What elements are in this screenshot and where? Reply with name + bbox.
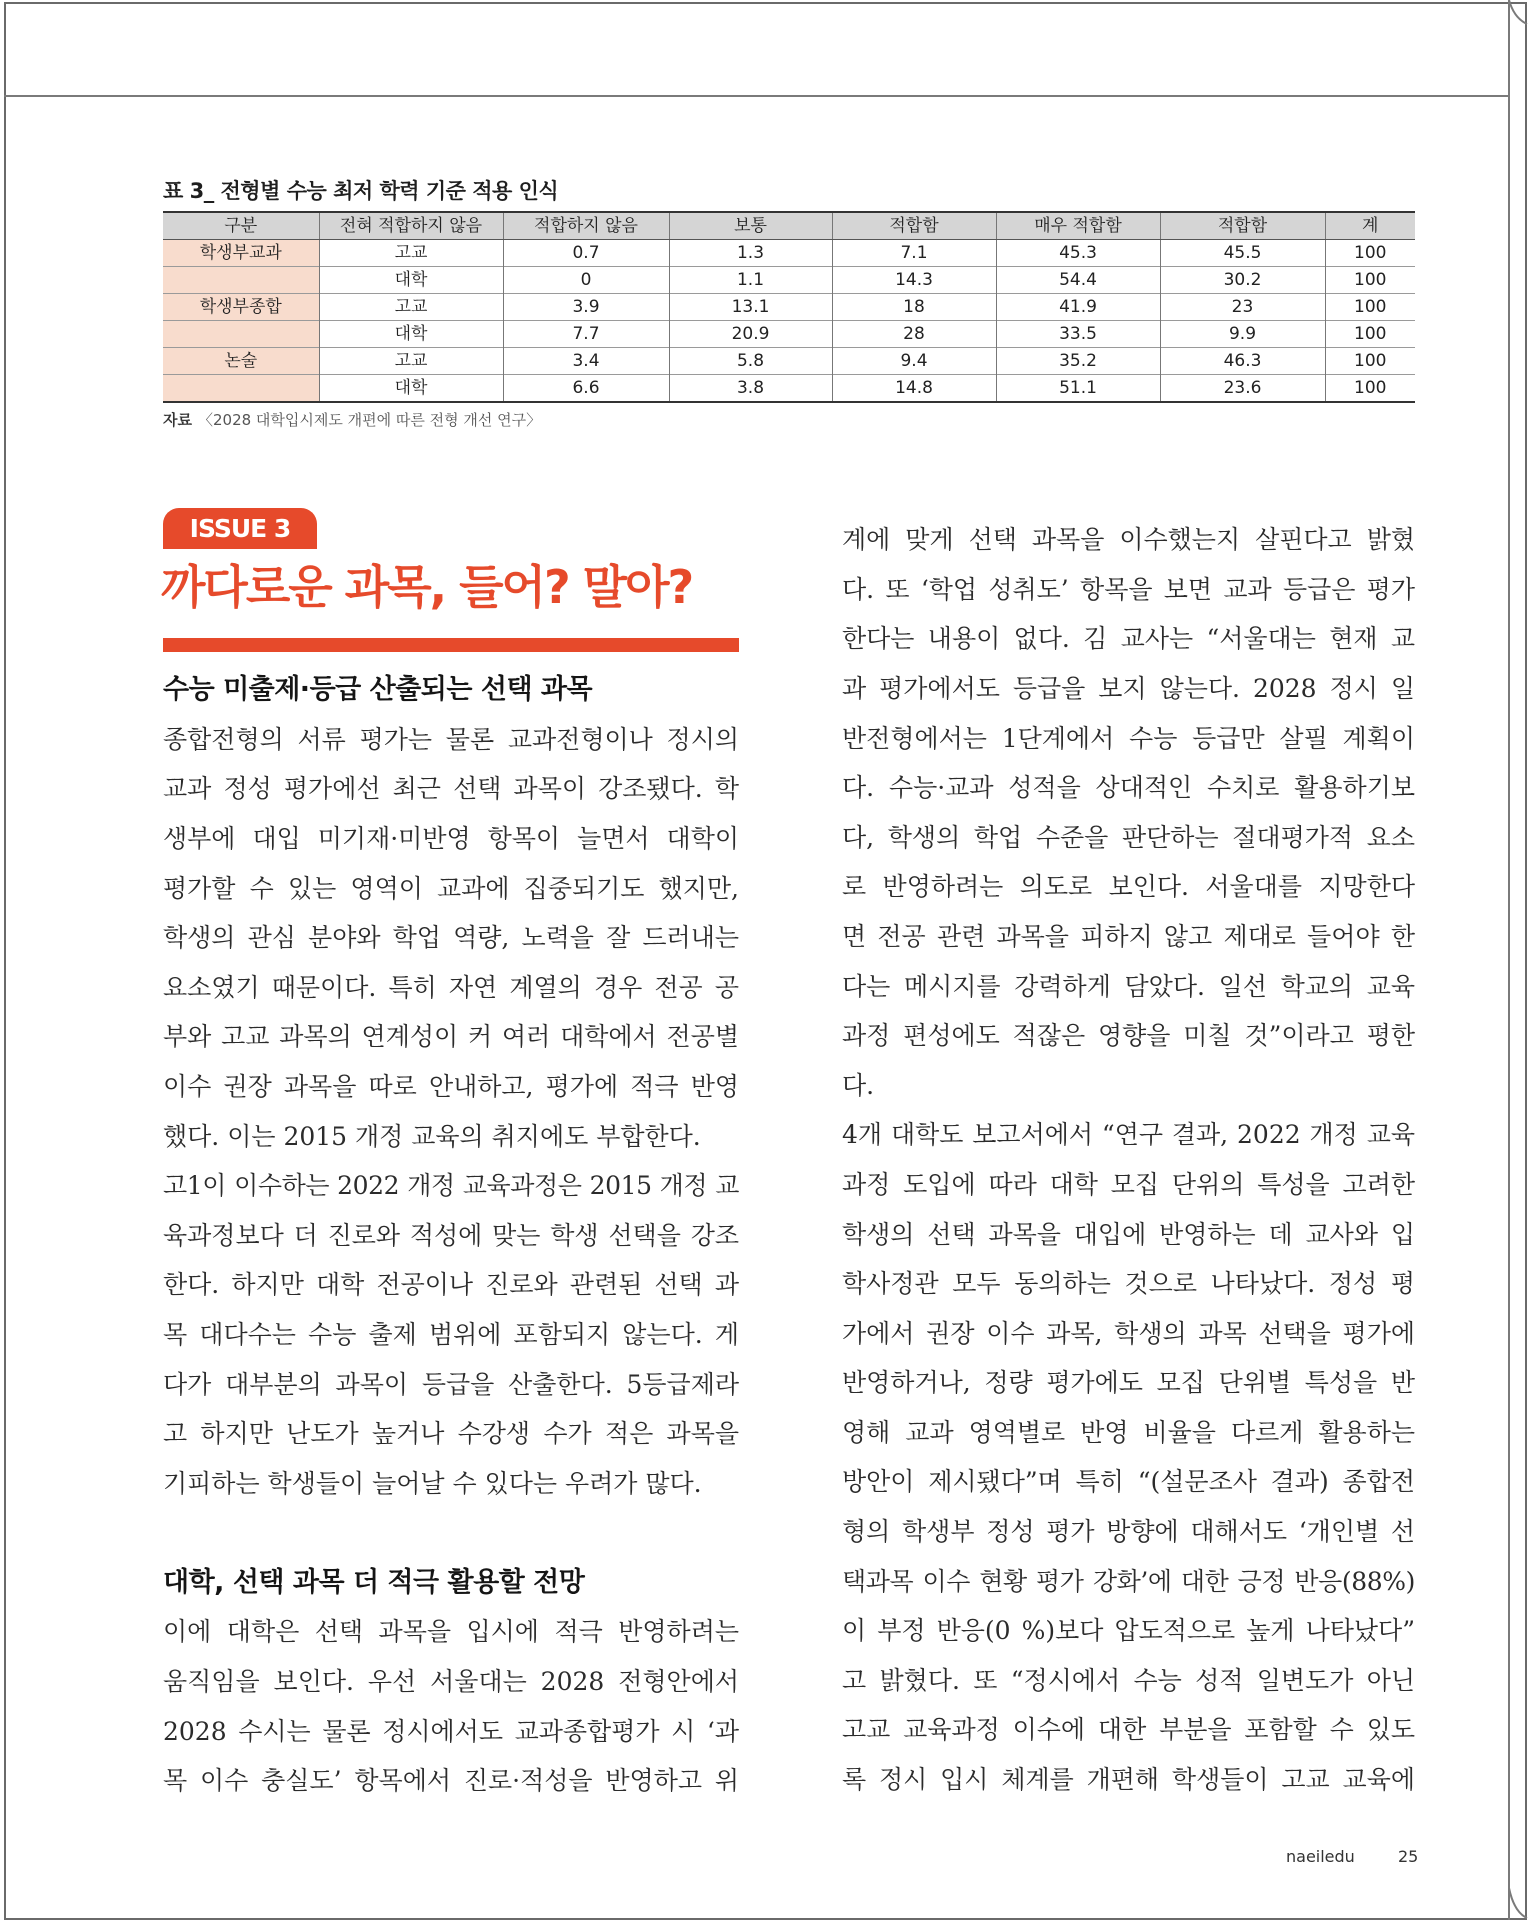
column-header: 계 <box>1325 212 1415 240</box>
table-row <box>163 267 1415 294</box>
column-header: 전혀 적합하지 않음 <box>319 212 503 240</box>
table-cell: 45.5 <box>1160 240 1325 267</box>
table-cell: 23.6 <box>1160 375 1325 403</box>
article-left-column <box>163 665 739 1806</box>
table-cell: 5.8 <box>669 348 832 375</box>
body-line: 형의 학생부 정성 평가 방향에 대해서도 ‘개인별 선 <box>842 1517 1415 1547</box>
section-heading: 대학, 선택 과목 더 적극 활용할 전망 <box>163 1566 585 1598</box>
table-cell: 13.1 <box>669 294 832 321</box>
table-cell: 고교 <box>319 240 503 267</box>
body-line: 록 정시 입시 체계를 개편해 학생들이 고교 교육에 <box>842 1765 1415 1795</box>
body-line: 부와 고교 과목의 연계성이 커 여러 대학에서 전공별 <box>163 1022 739 1052</box>
body-line: 학생의 관심 분야와 학업 역량, 노력을 잘 드러내는 <box>163 923 739 953</box>
column-header: 적합하지 않음 <box>503 212 669 240</box>
column-header: 적합함 <box>832 212 996 240</box>
category-cell <box>163 375 319 403</box>
table-row <box>163 348 1415 375</box>
body-line: 방안이 제시됐다”며 특히 “(설문조사 결과) 종합전 <box>842 1467 1415 1497</box>
table-cell: 28 <box>832 321 996 348</box>
body-line: 목 이수 충실도’ 항목에서 진로·적성을 반영하고 위 <box>163 1766 739 1796</box>
table-cell: 대학 <box>319 267 503 294</box>
body-line: 종합전형의 서류 평가는 물론 교과전형이나 정시의 <box>163 724 739 754</box>
magazine-brand: naeiledu <box>1286 1847 1355 1866</box>
table-cell: 0 <box>503 267 669 294</box>
table-cell: 100 <box>1325 375 1415 403</box>
page-number: 25 <box>1398 1847 1419 1866</box>
table-cell: 14.3 <box>832 267 996 294</box>
table-row <box>163 294 1415 321</box>
category-cell: 논술 <box>163 348 319 375</box>
body-line: 계에 맞게 선택 과목을 이수했는지 살핀다고 밝혔 <box>842 525 1415 555</box>
article-title: 까다로운 과목, 들어? 말아? <box>161 560 693 614</box>
title-underline-bar <box>163 638 739 652</box>
article-right-column <box>842 515 1415 1804</box>
table-cell: 0.7 <box>503 240 669 267</box>
body-line: 교과 정성 평가에선 최근 선택 과목이 강조됐다. 학 <box>163 774 739 804</box>
body-line: 2028 수시는 물론 정시에서도 교과종합평가 시 ‘과 <box>163 1716 739 1746</box>
table-cell: 3.9 <box>503 294 669 321</box>
table-cell: 41.9 <box>996 294 1160 321</box>
body-line: 평가할 수 있는 영역이 교과에 집중되기도 했지만, <box>163 873 739 903</box>
body-line: 다, 학생의 학업 수준을 판단하는 절대평가적 요소 <box>842 822 1415 852</box>
issue-badge: ISSUE 3 <box>163 508 317 549</box>
table-cell: 20.9 <box>669 321 832 348</box>
body-line: 이 부정 반응(0 %)보다 압도적으로 높게 나타났다” <box>842 1616 1415 1646</box>
table-cell: 100 <box>1325 321 1415 348</box>
table-cell: 6.6 <box>503 375 669 403</box>
table-cell: 100 <box>1325 267 1415 294</box>
body-line: 면 전공 관련 과목을 피하지 않고 제대로 들어야 한 <box>842 921 1415 951</box>
column-header: 매우 적합함 <box>996 212 1160 240</box>
category-cell <box>163 321 319 348</box>
table-cell: 7.7 <box>503 321 669 348</box>
body-line: 움직임을 보인다. 우선 서울대는 2028 전형안에서 <box>163 1667 739 1697</box>
body-line: 요소였기 때문이다. 특히 자연 계열의 경우 전공 공 <box>163 972 739 1002</box>
table-cell: 30.2 <box>1160 267 1325 294</box>
table-cell: 7.1 <box>832 240 996 267</box>
body-line: 과 평가에서도 등급을 보지 않는다. 2028 정시 일 <box>842 673 1415 703</box>
body-line: 기피하는 학생들이 늘어날 수 있다는 우려가 많다. <box>163 1468 702 1498</box>
category-cell: 학생부종합 <box>163 294 319 321</box>
body-line: 했다. 이는 2015 개정 교육의 취지에도 부합한다. <box>163 1121 701 1151</box>
table-cell: 대학 <box>319 321 503 348</box>
paragraph <box>163 1607 739 1805</box>
body-line: 과정 도입에 따라 대학 모집 단위의 특성을 고려한 <box>842 1169 1415 1199</box>
body-line: 고 하지만 난도가 높거나 수강생 수가 적은 과목을 <box>163 1419 739 1449</box>
table-header-row <box>163 212 1415 240</box>
body-line: 가에서 권장 이수 과목, 학생의 과목 선택을 평가에 <box>842 1318 1415 1348</box>
source-label: 자료 <box>163 411 192 429</box>
table-cell: 18 <box>832 294 996 321</box>
paragraph <box>842 1110 1415 1804</box>
data-table <box>163 211 1415 403</box>
table-cell: 23 <box>1160 294 1325 321</box>
table-cell: 45.3 <box>996 240 1160 267</box>
table-row <box>163 375 1415 403</box>
table-cell: 3.8 <box>669 375 832 403</box>
body-line: 반영하거나, 정량 평가에도 모집 단위별 특성을 반 <box>842 1368 1415 1398</box>
body-line: 학사정관 모두 동의하는 것으로 나타났다. 정성 평 <box>842 1269 1415 1299</box>
body-line: 고 밝혔다. 또 “정시에서 수능 성적 일변도가 아닌 <box>842 1665 1415 1695</box>
table-cell: 14.8 <box>832 375 996 403</box>
body-line: 이수 권장 과목을 따로 안내하고, 평가에 적극 반영 <box>163 1071 739 1101</box>
body-line: 육과정보다 더 진로와 적성에 맞는 학생 선택을 강조 <box>163 1220 739 1250</box>
column-header: 구분 <box>163 212 319 240</box>
source-text: 〈2028 대학입시제도 개편에 따른 전형 개선 연구〉 <box>197 411 542 429</box>
table-cell: 100 <box>1325 294 1415 321</box>
table-cell: 3.4 <box>503 348 669 375</box>
body-line: 택과목 이수 현황 평가 강화’에 대한 긍정 반응(88%) <box>842 1566 1415 1596</box>
body-line: 영해 교과 영역별로 반영 비율을 다르게 활용하는 <box>842 1417 1415 1447</box>
table-cell: 54.4 <box>996 267 1160 294</box>
category-cell: 학생부교과 <box>163 240 319 267</box>
section-heading: 수능 미출제·등급 산출되는 선택 과목 <box>163 674 593 706</box>
body-line: 다. 수능·교과 성적을 상대적인 수치로 활용하기보 <box>842 773 1415 803</box>
table-cell: 100 <box>1325 240 1415 267</box>
table-cell: 고교 <box>319 294 503 321</box>
table-source <box>163 410 541 430</box>
table-title: 표 3_ 전형별 수능 최저 학력 기준 적용 인식 <box>163 179 559 203</box>
category-cell <box>163 267 319 294</box>
paragraph-continued <box>842 515 1415 1110</box>
body-line: 생부에 대입 미기재·미반영 항목이 늘면서 대학이 <box>163 823 739 853</box>
body-line: 한다는 내용이 없다. 김 교사는 “서울대는 현재 교 <box>842 624 1415 654</box>
section-gap <box>163 1508 739 1558</box>
table-cell: 고교 <box>319 348 503 375</box>
body-line: 학생의 선택 과목을 대입에 반영하는 데 교사와 입 <box>842 1219 1415 1249</box>
table-cell: 100 <box>1325 348 1415 375</box>
table-cell: 46.3 <box>1160 348 1325 375</box>
column-header: 적합함 <box>1160 212 1325 240</box>
table-cell: 9.4 <box>832 348 996 375</box>
table-cell: 33.5 <box>996 321 1160 348</box>
paragraph <box>163 715 739 1161</box>
body-line: 고교 교육과정 이수에 대한 부분을 포함할 수 있도 <box>842 1715 1415 1745</box>
body-line: 고1이 이수하는 2022 개정 교육과정은 2015 개정 교 <box>163 1171 739 1201</box>
body-line: 로 반영하려는 의도로 보인다. 서울대를 지망한다 <box>842 872 1415 902</box>
body-line: 목 대다수는 수능 출제 범위에 포함되지 않는다. 게 <box>163 1319 739 1349</box>
body-line: 다. <box>842 1070 875 1100</box>
table-cell: 1.1 <box>669 267 832 294</box>
table-row <box>163 321 1415 348</box>
table-cell: 35.2 <box>996 348 1160 375</box>
column-header: 보통 <box>669 212 832 240</box>
body-line: 다는 메시지를 강력하게 담았다. 일선 학교의 교육 <box>842 971 1415 1001</box>
body-line: 한다. 하지만 대학 전공이나 진로와 관련된 선택 과 <box>163 1270 739 1300</box>
table-cell: 9.9 <box>1160 321 1325 348</box>
table-cell: 대학 <box>319 375 503 403</box>
body-line: 이에 대학은 선택 과목을 입시에 적극 반영하려는 <box>163 1617 739 1647</box>
table-cell: 51.1 <box>996 375 1160 403</box>
table-cell: 1.3 <box>669 240 832 267</box>
paragraph <box>163 1161 739 1508</box>
body-line: 다가 대부분의 과목이 등급을 산출한다. 5등급제라 <box>163 1369 739 1399</box>
body-line: 반전형에서는 1단계에서 수능 등급만 살필 계획이 <box>842 723 1415 753</box>
body-line: 다. 또 ‘학업 성취도’ 항목을 보면 교과 등급은 평가 <box>842 574 1415 604</box>
table-row <box>163 240 1415 267</box>
body-line: 4개 대학도 보고서에서 “연구 결과, 2022 개정 교육 <box>842 1120 1415 1150</box>
body-line: 과정 편성에도 적잖은 영향을 미칠 것”이라고 평한 <box>842 1021 1415 1051</box>
